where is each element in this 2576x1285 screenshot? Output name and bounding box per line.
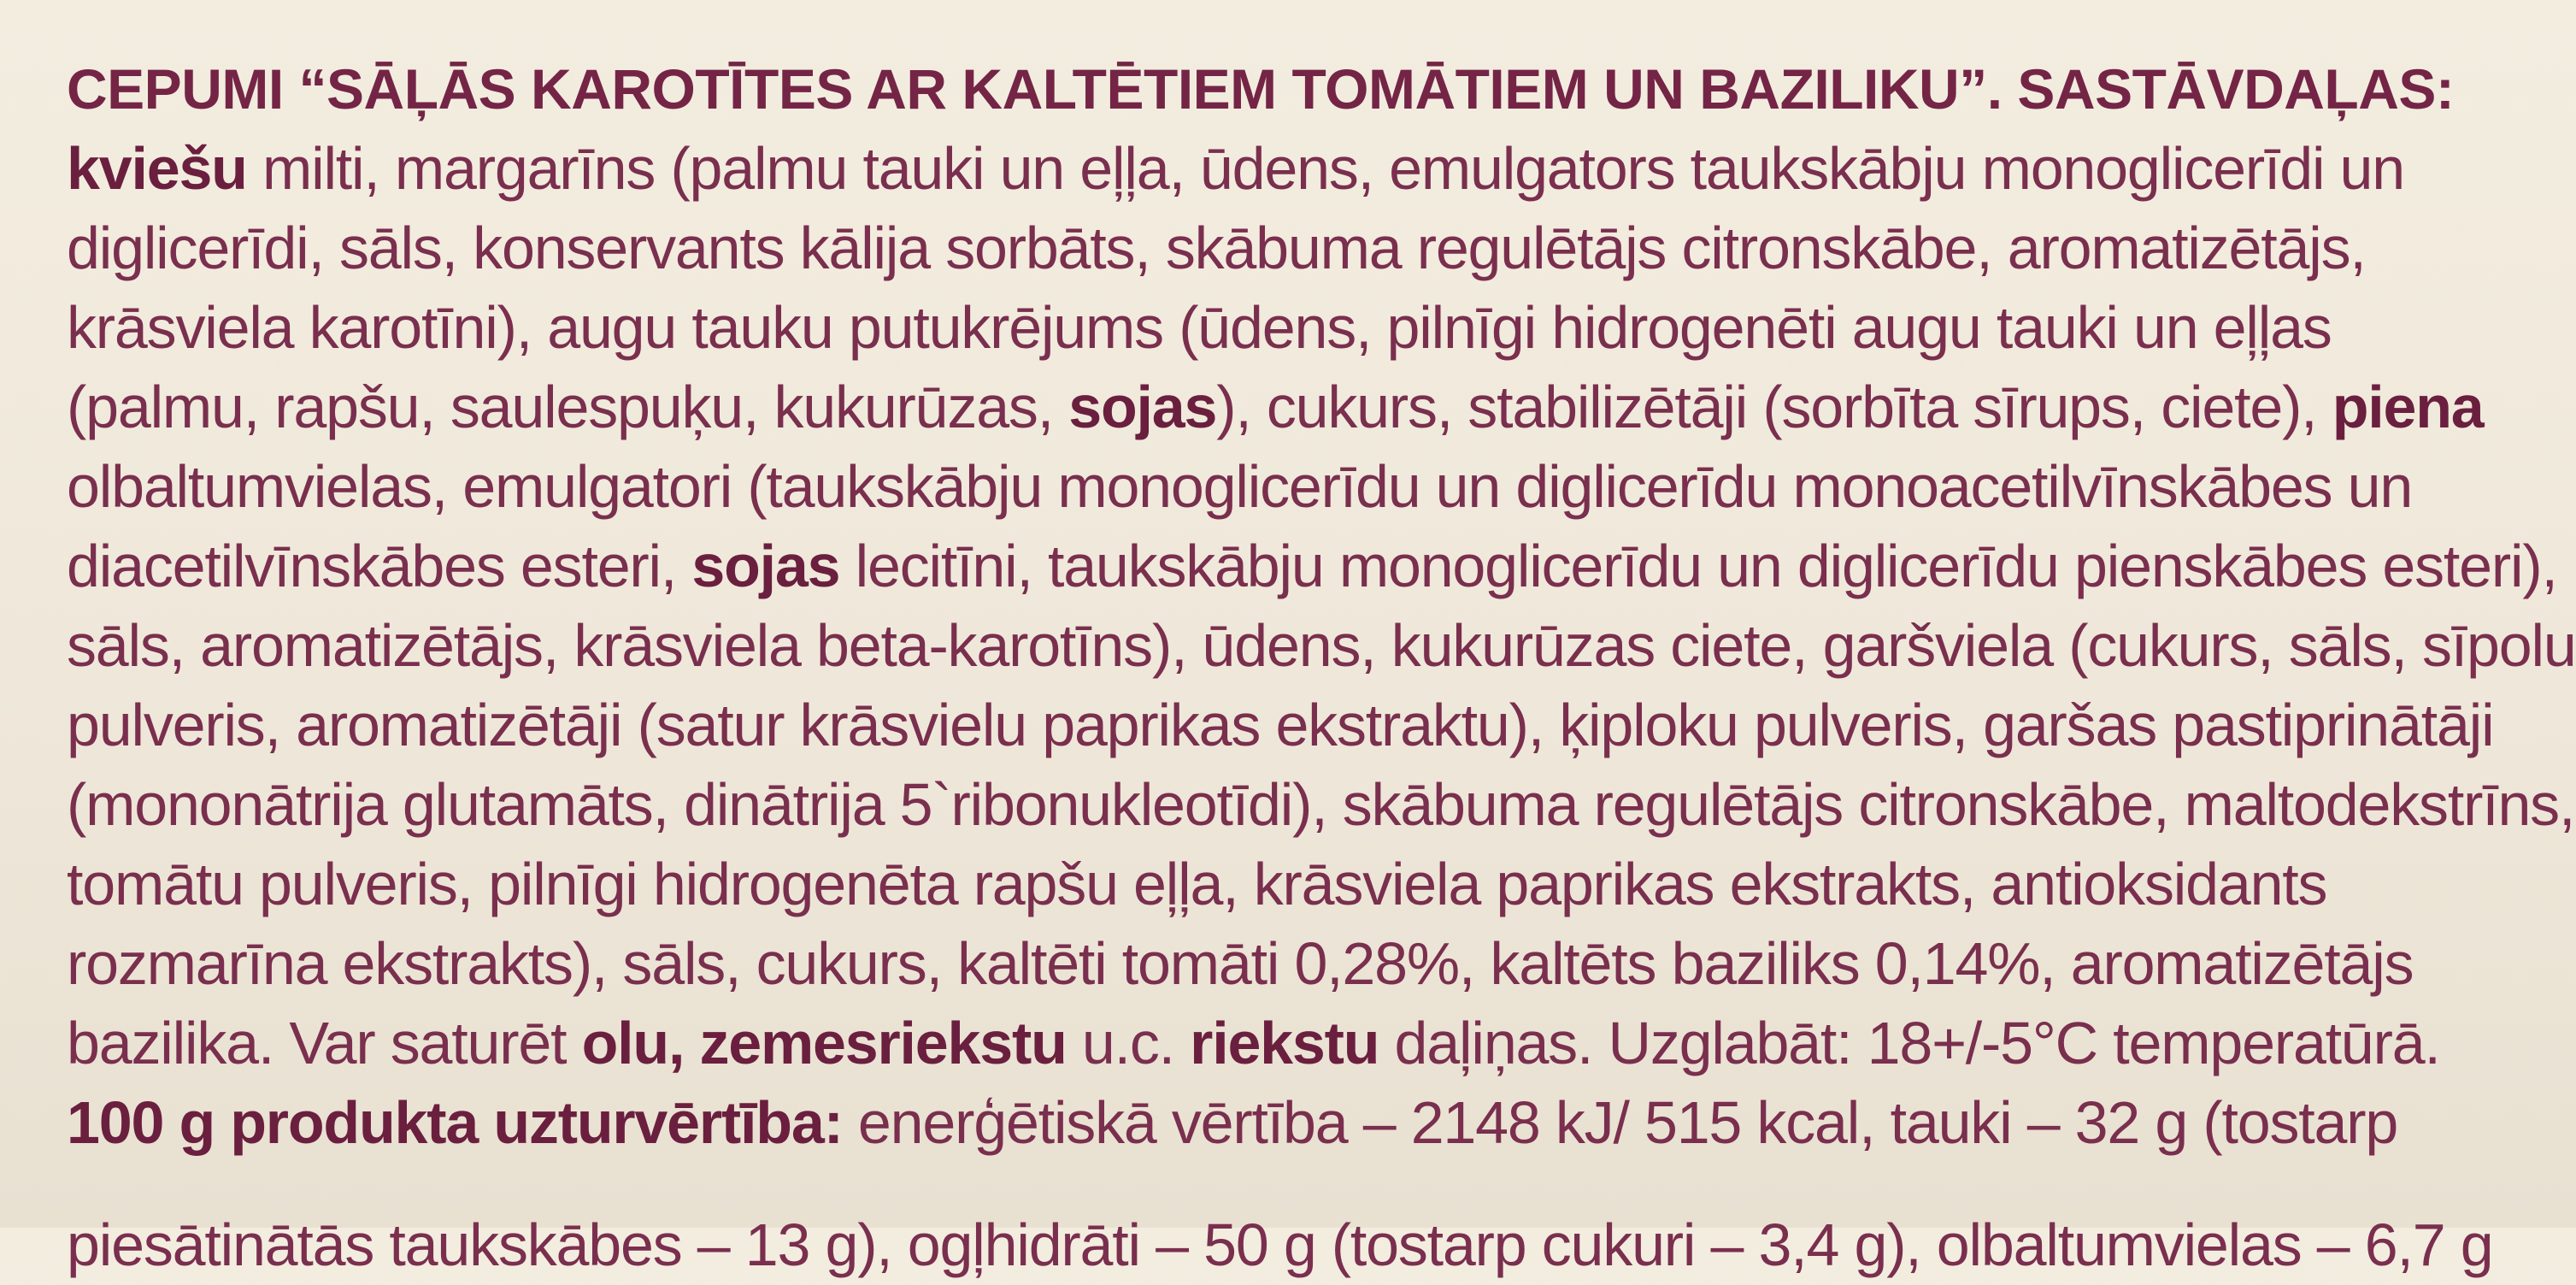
text-line: [67, 129, 2404, 209]
text-span: ), cukurs, stabilizētāji (sorbīta sīrups, ciete),: [1216, 374, 2332, 440]
storage-text: daļiņas. Uzglabāt: 18+/-5°C temperatūrā.: [1379, 1010, 2440, 1076]
product-title: CEPUMI “SĀĻĀS KAROTĪTES AR KALTĒTIEM TOMĀTIEM UN BAZILIKU”. SASTĀVDAĻAS:: [67, 57, 2455, 121]
text-span: u.c.: [1066, 1010, 1191, 1076]
text-line: pulveris, aromatizētāji (satur krāsvielu paprikas ekstraktu), ķiploku pulveris, garšas pastiprinātāji: [67, 692, 2494, 758]
text-line: krāsviela karotīni), augu tauku putukrējums (ūdens, pilnīgi hidrogenēti augu tauki un eļļas: [67, 294, 2332, 361]
nutrition-values: enerģētiskā vērtība – 2148 kJ/ 515 kcal, tauki – 32 g (tostarp: [842, 1089, 2398, 1156]
allergen-soy: sojas: [691, 533, 840, 599]
text-span: milti, margarīns (palmu tauki un eļļa, ūdens, emulgators taukskābju monoglicerīdi un: [246, 135, 2404, 202]
text-line: [67, 527, 2557, 606]
cut-off-line: piesātinātās taukskābes – 13 g), ogļhidrāti – 50 g (tostarp cukuri – 3,4 g), olbaltumvielas – 6,7 g: [67, 1211, 2493, 1278]
text-line: tomātu pulveris, pilnīgi hidrogenēta rapšu eļļa, krāsviela paprikas ekstrakts, antioksidants: [67, 851, 2327, 917]
nutrition-line: [67, 1083, 2398, 1163]
text-line: [67, 368, 2484, 447]
nutrition-heading: 100 g produkta uzturvērtība:: [67, 1089, 843, 1156]
text-line: (mononātrija glutamāts, dinātrija 5`ribonukleotīdi), skābuma regulētājs citronskābe, maltodekstrīns,: [67, 771, 2575, 838]
text-span: diacetilvīnskābes esteri,: [67, 533, 692, 599]
text-line: diglicerīdi, sāls, konservants kālija sorbāts, skābuma regulētājs citronskābe, aromatizētājs,: [67, 215, 2366, 281]
text-line: [67, 1004, 2440, 1083]
allergen-wheat: kviešu: [67, 135, 247, 202]
text-span: bazilika. Var saturēt: [67, 1010, 582, 1076]
text-span: lecitīni, taukskābju monoglicerīdu un diglicerīdu pienskābes esteri),: [839, 533, 2557, 599]
text-line: rozmarīna ekstrakts), sāls, cukurs, kaltēti tomāti 0,28%, kaltēts baziliks 0,14%, aromatizētājs: [67, 930, 2414, 997]
allergen-soy: sojas: [1068, 374, 1217, 440]
text-span: (palmu, rapšu, saulespuķu, kukurūzas,: [67, 374, 1069, 440]
ingredients-text: [67, 50, 2576, 1163]
text-line: olbaltumvielas, emulgatori (taukskābju monoglicerīdu un diglicerīdu monoacetilvīnskābes un: [67, 453, 2413, 520]
allergen-milk: piena: [2332, 374, 2484, 440]
text-line: sāls, aromatizētājs, krāsviela beta-karotīns), ūdens, kukurūzas ciete, garšviela (cukurs, sāls, sīpolu: [67, 612, 2576, 679]
allergen-nuts: riekstu: [1190, 1010, 1379, 1076]
allergen-eggs-peanuts: olu, zemesriekstu: [581, 1010, 1067, 1076]
